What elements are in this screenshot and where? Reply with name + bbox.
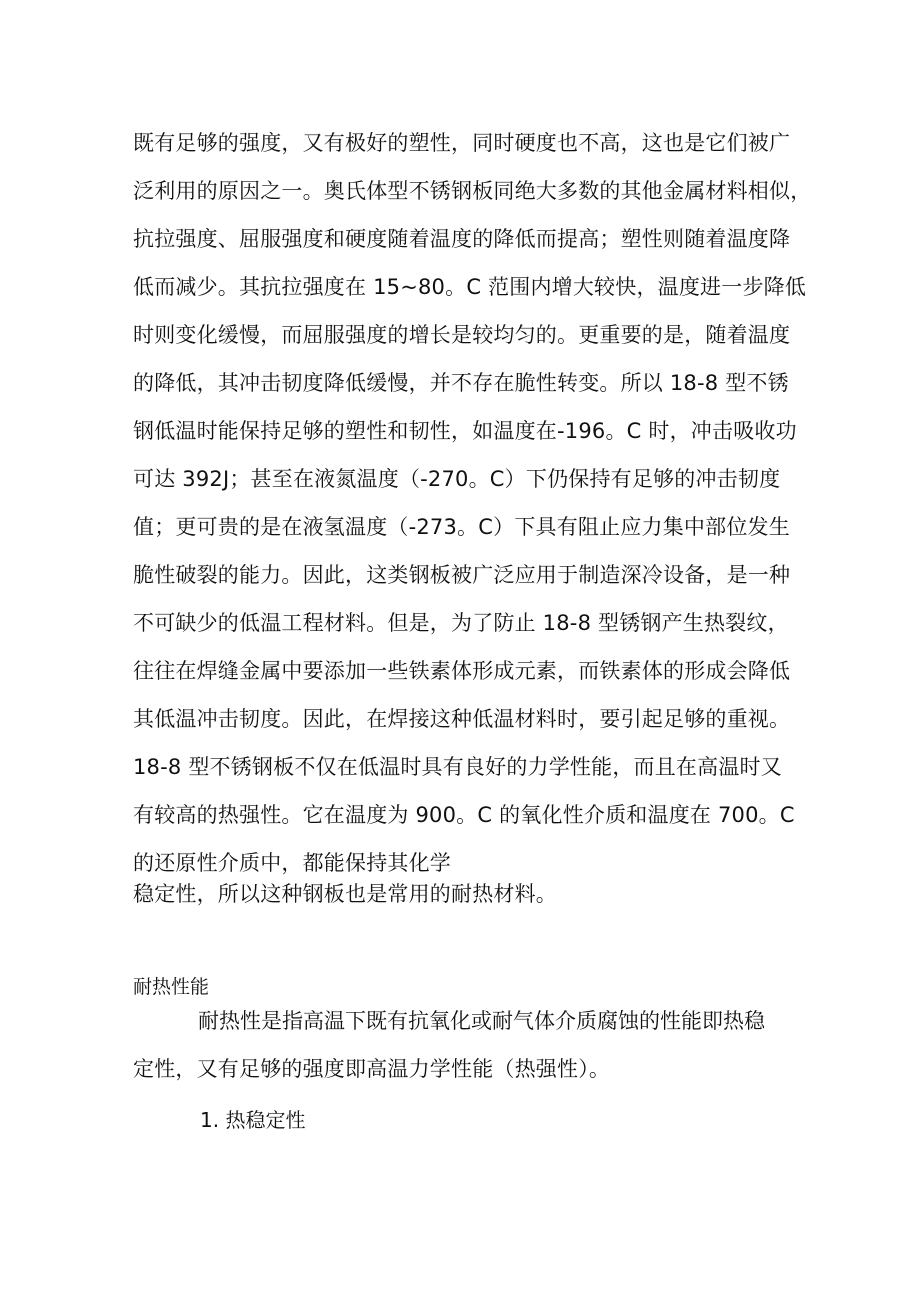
paragraph-line: 的降低，其冲击韧度降低缓慢，并不存在脆性转变。所以 18-8 型不锈 xyxy=(133,371,789,395)
paragraph-line: 既有足够的强度，又有极好的塑性，同时硬度也不高，这也是它们被广 xyxy=(133,131,791,155)
paragraph-line: 钢低温时能保持足够的塑性和韧性，如温度在-196。C 时，冲击吸收功 xyxy=(133,419,797,443)
section-intro-line: 定性，又有足够的强度即高温力学性能（热强性）。 xyxy=(133,1057,611,1081)
paragraph-line: 往往在焊缝金属中要添加一些铁素体形成元素，而铁素体的形成会降低 xyxy=(133,659,791,683)
paragraph-line: 其低温冲击韧度。因此，在焊接这种低温材料时，要引起足够的重视。 xyxy=(133,707,791,731)
paragraph-line: 稳定性，所以这种钢板也是常用的耐热材料。 xyxy=(133,882,557,906)
paragraph-line: 低而减少。其抗拉强度在 15~80。C 范围内增大较快，温度进一步降低 xyxy=(133,275,807,299)
paragraph-line: 泛利用的原因之一。奥氏体型不锈钢板同绝大多数的其他金属材料相似， xyxy=(133,179,812,203)
section-heading: 耐热性能 xyxy=(133,976,210,998)
numbered-item: 1. 热稳定性 xyxy=(200,1108,306,1132)
paragraph-line: 值；更可贵的是在液氢温度（-273。C）下具有阻止应力集中部位发生 xyxy=(133,515,790,539)
paragraph-line: 抗拉强度、屈服强度和硬度随着温度的降低而提高；塑性则随着温度降 xyxy=(133,227,791,251)
paragraph-line: 时则变化缓慢，而屈服强度的增长是较均匀的。更重要的是，随着温度 xyxy=(133,323,791,347)
paragraph-line: 脆性破裂的能力。因此，这类钢板被广泛应用于制造深冷设备，是一种 xyxy=(133,563,791,587)
section-intro-line: 耐热性是指高温下既有抗氧化或耐气体介质腐蚀的性能即热稳 xyxy=(198,1009,765,1033)
paragraph-line: 有较高的热强性。它在温度为 900。C 的氧化性介质和温度在 700。C xyxy=(133,803,795,827)
paragraph-line: 的还原性介质中，都能保持其化学 xyxy=(133,851,451,875)
paragraph-line: 可达 392J；甚至在液氮温度（-270。C）下仍保持有足够的冲击韧度 xyxy=(133,467,781,491)
paragraph-line: 18-8 型不锈钢板不仅在低温时具有良好的力学性能，而且在高温时又 xyxy=(133,755,782,779)
paragraph-line: 不可缺少的低温工程材料。但是，为了防止 18-8 型锈钢产生热裂纹， xyxy=(133,611,789,635)
